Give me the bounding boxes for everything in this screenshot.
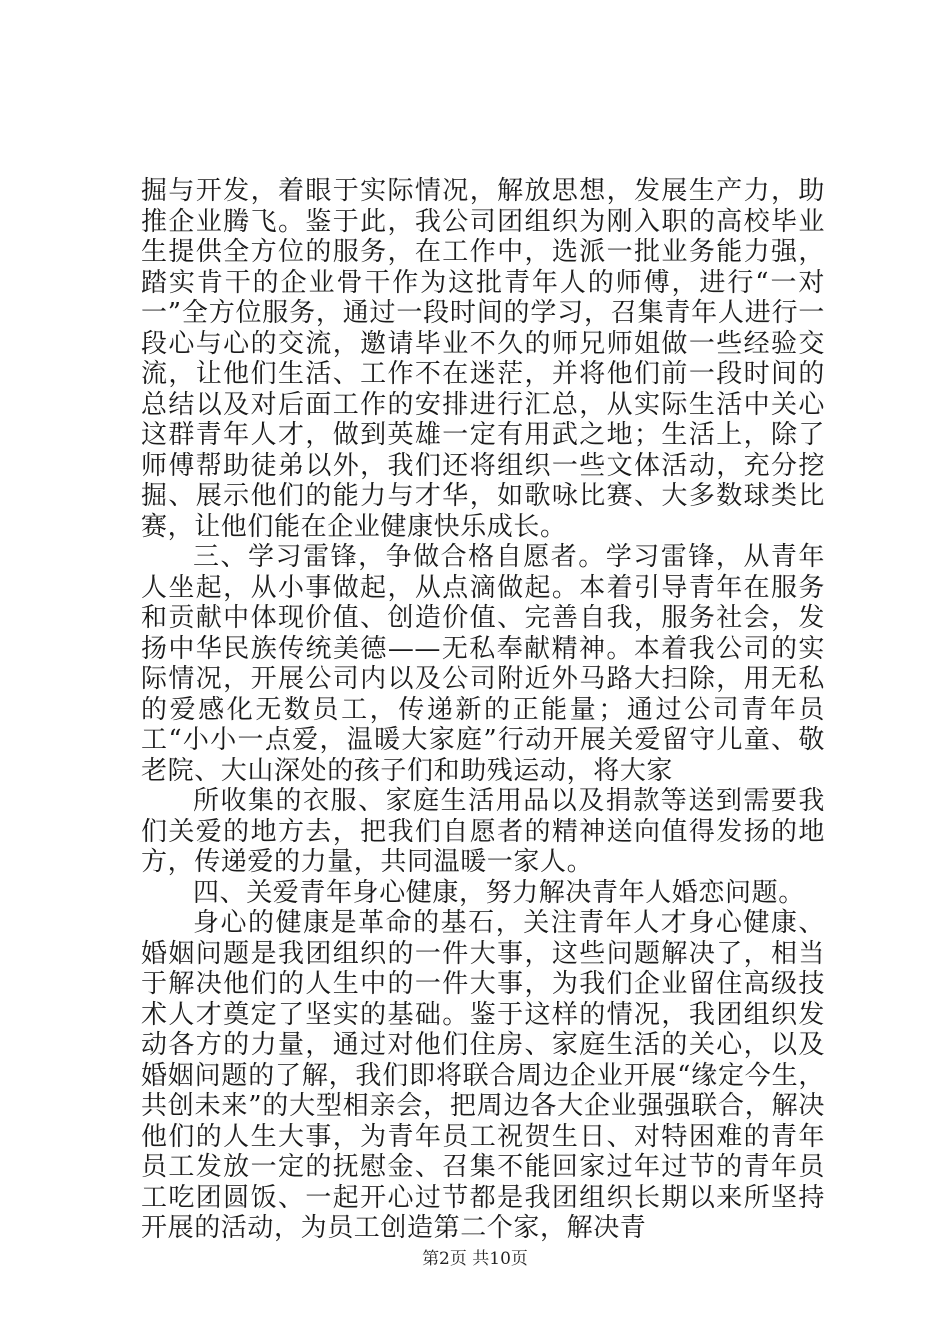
paragraph-4: 四、关爱青年身心健康，努力解决青年人婚恋问题。 [193,877,805,908]
paragraph-5: 身心的健康是革命的基石，关注青年人才身心健康、婚姻问题是我团组织的一件大事，这些问题解决了，相当于解决他们的人生中的一件大事，为我们企业留住高级技术人才奠定了坚实的基础。鉴于这样的情况，我团组织发动各方的力量，通过对他们住房、家庭生活的关心，以及婚姻问题的了解，我们即将联合周边企业开展“缘定今生，共创未来”的大型相亲会，把周边各大企业强强联合，解决他们的人生大事，为青年员工祝贺生日、对特困难的青年员工发放一定的抚慰金、召集不能回家过年过节的青年员工吃团圆饭、一起开心过节都是我团组织长期以来所坚持开展的活动，为员工创造第二个家，解决青 [141,908,825,1243]
paragraph-1: 掘与开发，着眼于实际情况，解放思想，发展生产力，助推企业腾飞。鉴于此，我公司团组织为刚入职的高校毕业生提供全方位的服务，在工作中，选派一批业务能力强，踏实肯干的企业骨干作为这批青年人的师傅，进行“一对一”全方位服务，通过一段时间的学习，召集青年人进行一段心与心的交流，邀请毕业不久的师兄师姐做一些经验交流，让他们生活、工作不在迷茫，并将他们前一段时间的总结以及对后面工作的安排进行汇总，从实际生活中关心这群青年人才，做到英雄一定有用武之地；生活上，除了师傅帮助徒弟以外，我们还将组织一些文体活动，充分挖掘、展示他们的能力与才华，如歌咏比赛、大多数球类比赛，让他们能在企业健康快乐成长。 [141,176,825,542]
paragraph-2: 三、学习雷锋，争做合格自愿者。学习雷锋，从青年人坐起，从小事做起，从点滴做起。本着引导青年在服务和贡献中体现价值、创造价值、完善自我，服务社会，发扬中华民族传统美德——无私奉献精神。本着我公司的实际情况，开展公司内以及公司附近外马路大扫除，用无私的爱感化无数员工，传递新的正能量；通过公司青年员工“小小一点爱，温暖大家庭”行动开展关爱留守儿童、敬老院、大山深处的孩子们和助残运动，将大家 [141,542,825,786]
page-number-footer: 第2页 共10页 [422,1249,528,1269]
paragraph-3: 所收集的衣服、家庭生活用品以及捐款等送到需要我们关爱的地方去，把我们自愿者的精神送向值得发扬的地方，传递爱的力量，共同温暖一家人。 [141,786,825,877]
body-text [141,176,825,1244]
